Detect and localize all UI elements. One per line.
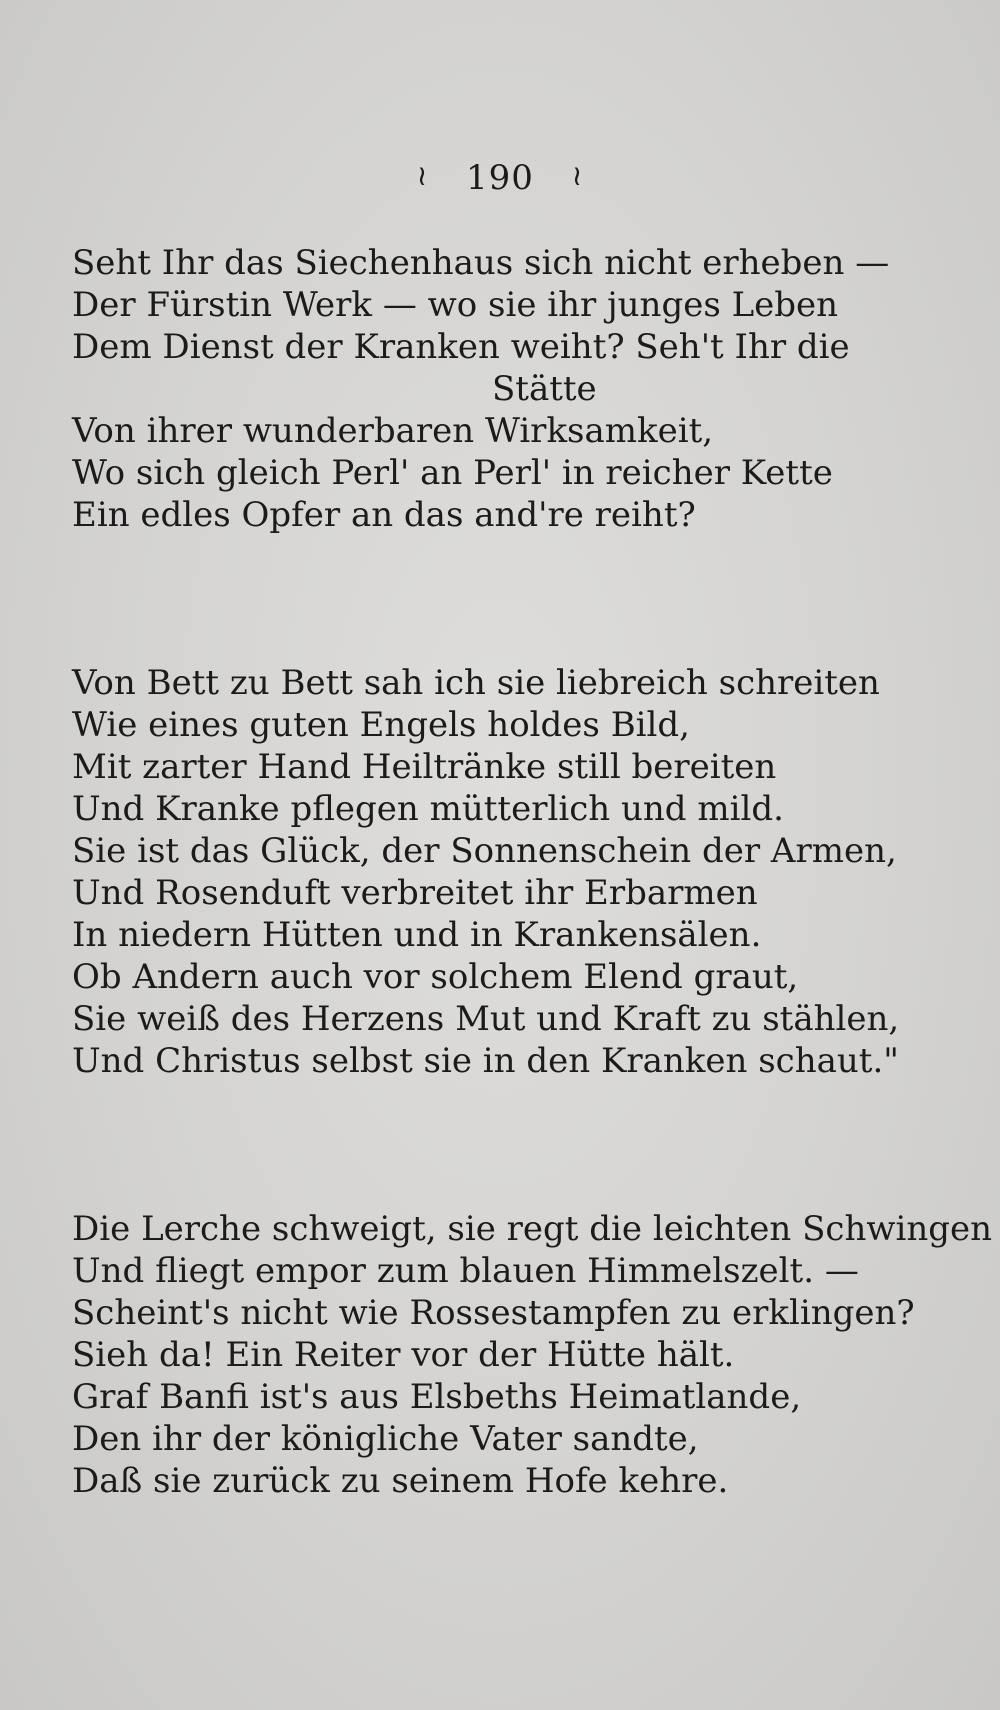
page-number: 190	[466, 158, 534, 198]
verse-line: Und fliegt empor zum blauen Himmelszelt. —	[72, 1251, 859, 1291]
verse-line: Sie ist das Glück, der Sonnenschein der Armen,	[72, 831, 897, 871]
verse-line: Scheint's nicht wie Rossestampfen zu erklingen?	[72, 1293, 915, 1333]
verse-line: Dem Dienst der Kranken weiht? Seh't Ihr die	[72, 327, 850, 367]
verse-line: Daß sie zurück zu seinem Hofe kehre.	[72, 1461, 729, 1501]
verse-line: Wie eines guten Engels holdes Bild,	[72, 705, 690, 745]
verse-line: Graf Banfi ist's aus Elsbeths Heimatlande,	[72, 1377, 802, 1417]
verse-line-continuation: Stätte	[492, 369, 597, 409]
verse-line: In niedern Hütten und in Krankensälen.	[72, 915, 762, 955]
verse-line: Von ihrer wunderbaren Wirksamkeit,	[72, 411, 714, 451]
ornament-right-icon: ≀	[571, 159, 584, 192]
verse-line: Und Rosenduft verbreitet ihr Erbarmen	[72, 873, 758, 913]
verse-line: Die Lerche schweigt, sie regt die leichten Schwingen	[72, 1209, 993, 1249]
verse-line: Wo sich gleich Perl' an Perl' in reicher Kette	[72, 453, 833, 493]
verse-line: Und Christus selbst sie in den Kranken schaut."	[72, 1041, 899, 1081]
verse-line: Und Kranke pflegen mütterlich und mild.	[72, 789, 784, 829]
verse-line: Ob Andern auch vor solchem Elend graut,	[72, 957, 799, 997]
page-header	[0, 158, 1000, 198]
verse-line: Sie weiß des Herzens Mut und Kraft zu stählen,	[72, 999, 900, 1039]
verse-line: Von Bett zu Bett sah ich sie liebreich schreiten	[72, 663, 880, 703]
stanza	[72, 662, 900, 1082]
ornament-left-icon: ≀	[416, 159, 429, 192]
verse-line: Mit zarter Hand Heiltränke still bereiten	[72, 747, 777, 787]
verse-line: Sieh da! Ein Reiter vor der Hütte hält.	[72, 1335, 735, 1375]
verse-line: Ein edles Opfer an das and're reiht?	[72, 495, 696, 535]
verse-line: Den ihr der königliche Vater sandte,	[72, 1419, 699, 1459]
verse-line: Seht Ihr das Siechenhaus sich nicht erheben —	[72, 243, 890, 283]
verse-line: Der Fürstin Werk — wo sie ihr junges Leben	[72, 285, 839, 325]
stanza	[72, 1208, 993, 1502]
stanza	[72, 242, 890, 536]
